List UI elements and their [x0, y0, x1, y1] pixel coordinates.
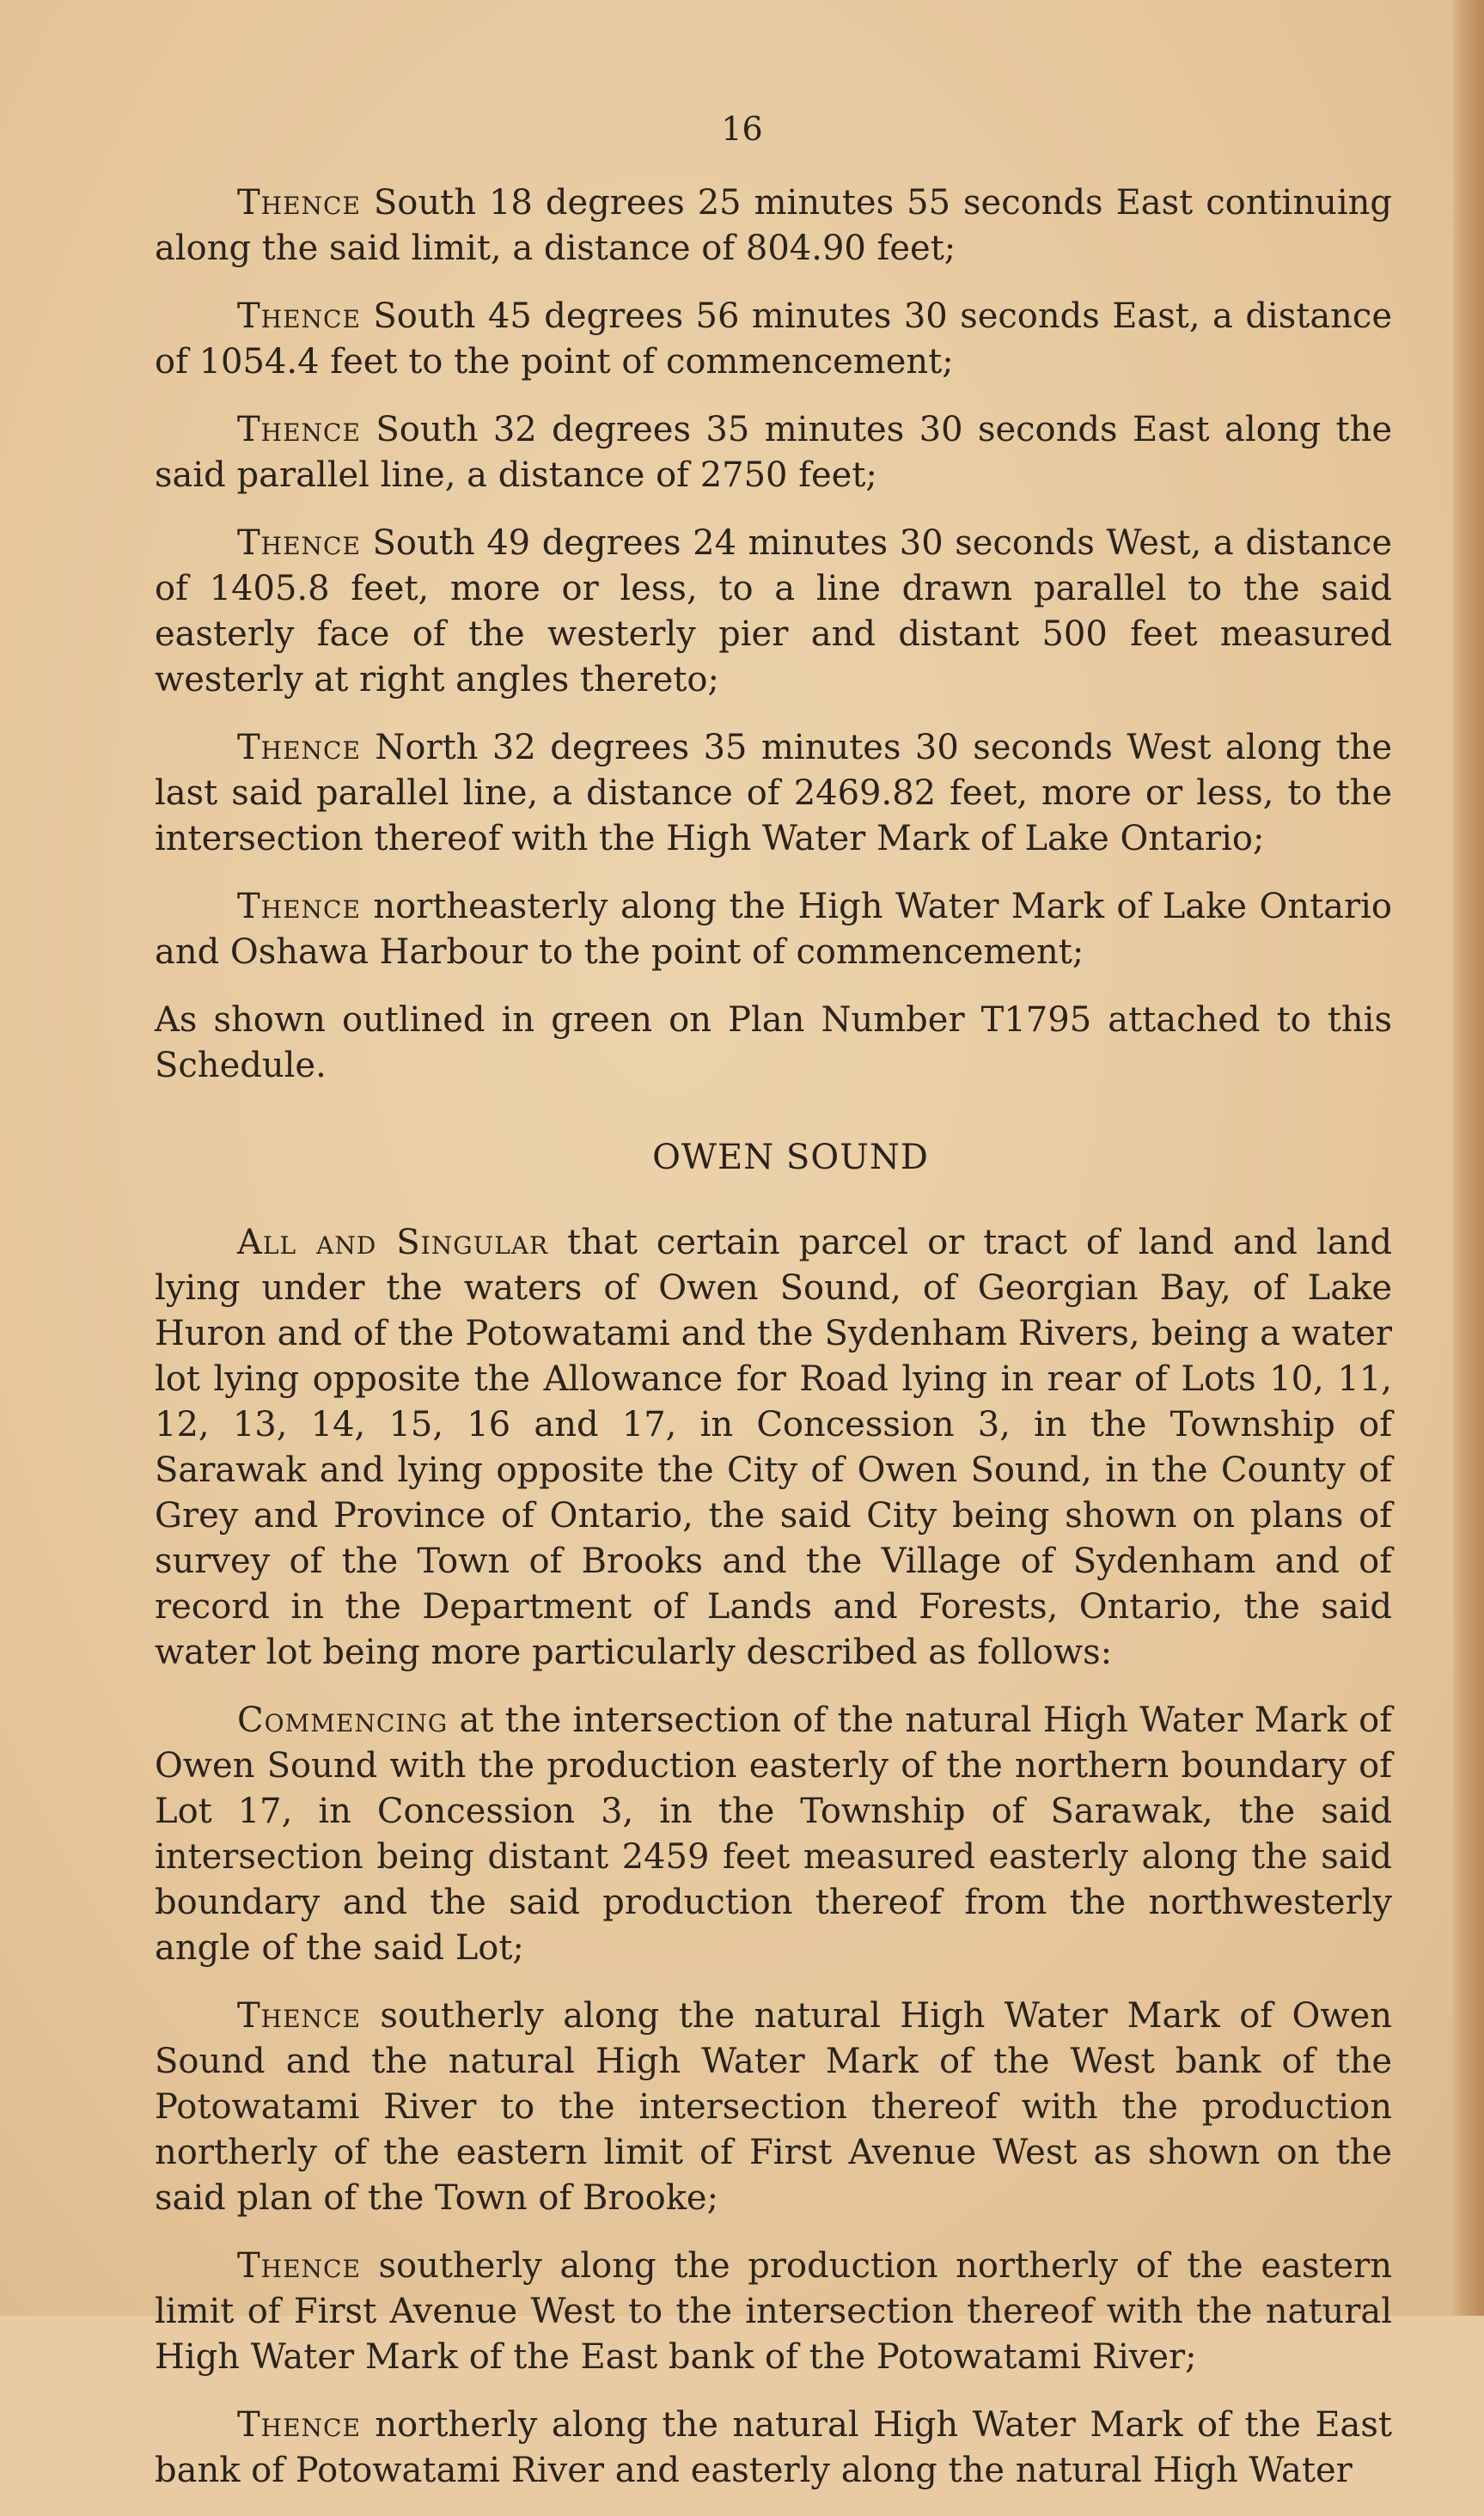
- paragraph-text: South 32 degrees 35 minutes 30 seconds East along the said parallel line, a distance of 2750 feet;: [155, 410, 1393, 495]
- paragraph-text: northerly along the natural High Water Mark of the East bank of Potowatami River and easterly along the natural High Water: [155, 2405, 1393, 2490]
- page-number: 16: [721, 110, 763, 148]
- paragraph-text: southerly along the natural High Water Mark of Owen Sound and the natural High Water Mark of the West bank of the Potowatami River to the intersection thereof with the production northerly of the eastern limit of First Avenue West as shown on the said plan of the Town of Brooke;: [155, 1996, 1393, 2218]
- paragraph: [155, 2403, 1392, 2494]
- paragraph-text: at the intersection of the natural High Water Mark of Owen Sound with the production easterly of the northern boundary of Lot 17, in Concession 3, in the Township of Sarawak, the said intersection being distant 2459 feet measured easterly along the said boundary and the said production thereof from the northwesterly angle of the said Lot;: [155, 1701, 1392, 1968]
- document-body: [155, 180, 1392, 2516]
- paragraph-lead: Thence: [237, 523, 361, 563]
- paragraph-lead: Thence: [237, 183, 361, 223]
- paragraph: [155, 2244, 1392, 2380]
- section-heading: OWEN SOUND: [652, 1138, 929, 1177]
- paragraph-lead: Thence: [237, 296, 361, 336]
- paragraph: [155, 294, 1392, 385]
- paragraph-lead: Thence: [237, 410, 361, 449]
- paragraph-text: North 32 degrees 35 minutes 30 seconds West along the last said parallel line, a distance of 2469.82 feet, more or less, to the intersection thereof with the High Water Mark of Lake Ontario;: [155, 728, 1392, 858]
- paragraph-text: South 45 degrees 56 minutes 30 seconds East, a distance of 1054.4 feet to the point of commencement;: [155, 296, 1393, 382]
- schedule-note: As shown outlined in green on Plan Number T1795 attached to this Schedule.: [155, 1000, 1392, 1085]
- paragraph-text: southerly along the production northerly of the eastern limit of First Avenue West to the intersection thereof with the natural High Water Mark of the East bank of the Potowatami River;: [155, 2246, 1392, 2377]
- paragraph: [155, 407, 1392, 498]
- paragraph-text: that certain parcel or tract of land and land lying under the waters of Owen Sound, of Georgian Bay, of Lake Huron and of the Potowatami and the Sydenham Rivers, being a water lot lying opposite the Allowance for Road lying in rear of Lots 10, 11, 12, 13, 14, 15, 16 and 17, in Concession 3, in the Township of Sarawak and lying opposite the City of Owen Sound, in the County of Grey and Province of Ontario, the said City being shown on plans of survey of the Town of Brooks and the Village of Sydenham and of record in the Department of Lands and Forests, Ontario, the said water lot being more particularly described as follows:: [155, 1223, 1393, 1672]
- paragraph-lead: All and Singular: [237, 1223, 549, 1262]
- paragraph: [155, 884, 1392, 975]
- paragraph-lead: Thence: [237, 2246, 361, 2286]
- paragraph-lead: Thence: [237, 1996, 361, 2036]
- paragraph: [155, 180, 1392, 272]
- paragraph-text: South 18 degrees 25 minutes 55 seconds East continuing along the said limit, a distance of 804.90 feet;: [155, 183, 1393, 268]
- paragraph-text: northeasterly along the High Water Mark of Lake Ontario and Oshawa Harbour to the point of commencement;: [155, 887, 1392, 972]
- paragraph-lead: Thence: [237, 728, 361, 767]
- paragraph: [155, 521, 1392, 703]
- paragraph: [155, 725, 1392, 862]
- paragraph-text: South 49 degrees 24 minutes 30 seconds West, a distance of 1405.8 feet, more or less, to a line drawn parallel to the said easterly face of the westerly pier and distant 500 feet measured westerly at right angles thereto;: [155, 523, 1393, 699]
- paragraph-lead: Commencing: [237, 1701, 449, 1740]
- paragraph: [155, 1220, 1392, 1676]
- paragraph: [155, 1994, 1392, 2221]
- page-edge: [1453, 0, 1484, 2316]
- paragraph: [155, 1698, 1392, 1971]
- paragraph-lead: Thence: [237, 887, 361, 926]
- paragraph-lead: Thence: [237, 2405, 361, 2445]
